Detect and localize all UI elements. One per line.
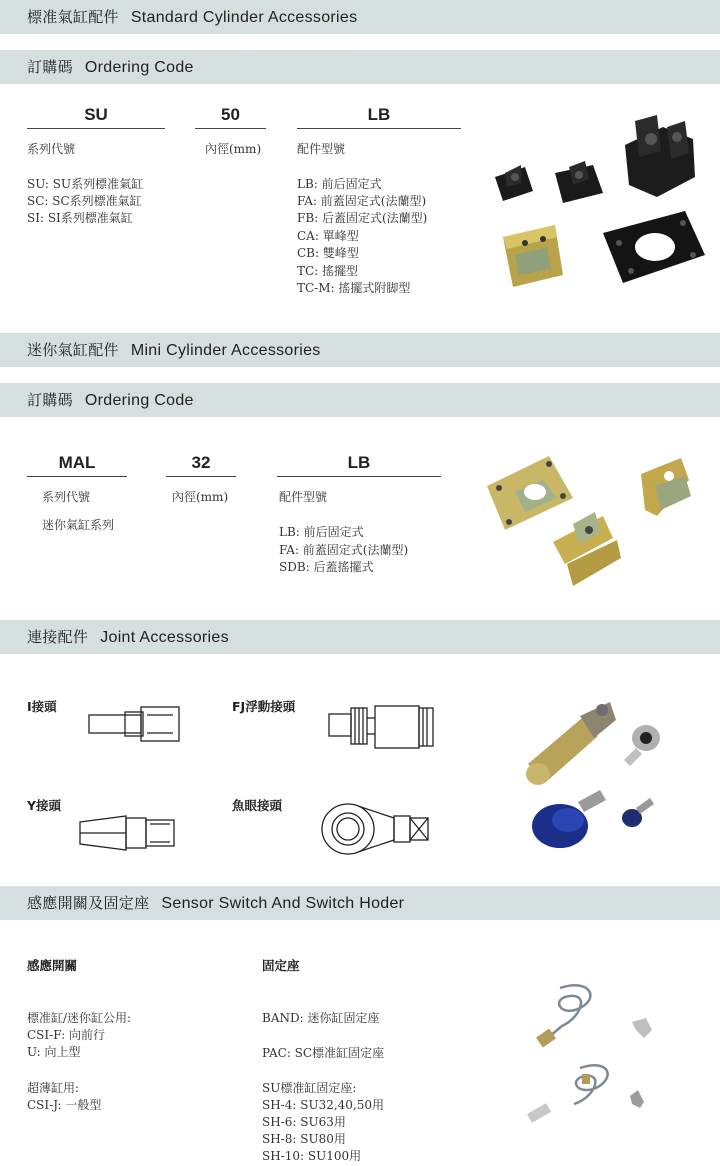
mini-accessories-photo xyxy=(485,452,710,592)
ordering-header-1 xyxy=(0,50,720,84)
list-item: CA: 單峰型 xyxy=(297,229,359,243)
code-underline xyxy=(195,128,266,129)
sensor-switch-photo xyxy=(520,978,670,1133)
ordering-title-zh: 訂購碼 xyxy=(27,58,73,76)
list-item: TC-M: 搖擺式附脚型 xyxy=(297,281,411,295)
list-item: 標准缸/迷你缸公用: xyxy=(27,1011,132,1025)
list-item: FA: 前蓋固定式(法蘭型) xyxy=(279,543,409,557)
joint-accessories-photo xyxy=(520,698,695,858)
code-underline xyxy=(166,476,236,477)
list-item: LB: 前后固定式 xyxy=(279,525,364,539)
code-underline xyxy=(27,476,127,477)
section-title-en: Standard Cylinder Accessories xyxy=(130,9,358,26)
code-series: SU xyxy=(84,105,108,124)
section-title-zh: 感應開關及固定座 xyxy=(27,894,150,912)
list-item: PAC: SC標准缸固定座 xyxy=(262,1046,385,1060)
ordering-title-en: Ordering Code xyxy=(84,392,194,409)
code-type: LB xyxy=(347,453,371,472)
list-item: LB: 前后固定式 xyxy=(297,177,382,191)
ordering-header-2 xyxy=(0,383,720,417)
joint-i-label: I接頭 xyxy=(27,699,57,714)
list-item: SH-6: SU63用 xyxy=(262,1115,346,1129)
fisheye-joint-drawing xyxy=(318,800,436,858)
list-item: FA: 前蓋固定式(法蘭型) xyxy=(297,194,427,208)
list-item: BAND: 迷你缸固定座 xyxy=(262,1011,380,1025)
label-type: 配件型號 xyxy=(297,142,346,156)
joint-fj-label: FJ浮動接頭 xyxy=(232,699,296,714)
section-header-joint xyxy=(0,620,720,654)
holder-column-title: 固定座 xyxy=(262,958,300,973)
section-title-zh: 標准氣缸配件 xyxy=(27,8,119,26)
code-series: MAL xyxy=(58,453,96,472)
section-title-en: Mini Cylinder Accessories xyxy=(130,342,321,359)
code-type: LB xyxy=(367,105,391,124)
label-bore: 內徑(mm) xyxy=(172,490,229,504)
code-bore: 50 xyxy=(221,105,240,124)
fj-floating-joint-drawing xyxy=(325,700,440,755)
list-item: CSI-J: 一般型 xyxy=(27,1098,102,1112)
section-title-en: Sensor Switch And Switch Hoder xyxy=(161,895,405,912)
ordering-title-zh: 訂購碼 xyxy=(27,391,73,409)
y-joint-drawing xyxy=(78,810,183,855)
list-item: SH-4: SU32,40,50用 xyxy=(262,1098,385,1112)
code-bore: 32 xyxy=(191,453,211,472)
label-bore: 內徑(mm) xyxy=(205,142,262,156)
list-item: SH-10: SU100用 xyxy=(262,1149,362,1163)
mini-series-text: 迷你氣缸系列 xyxy=(42,518,115,532)
list-item: SDB: 后蓋搖擺式 xyxy=(279,560,374,574)
list-item: CB: 雙峰型 xyxy=(297,246,359,260)
section-header-mini xyxy=(0,333,720,367)
joint-fisheye-label: 魚眼接頭 xyxy=(232,798,283,813)
code-underline xyxy=(277,476,441,477)
list-item: SU: SU系列標准氣缸 xyxy=(27,177,144,191)
code-underline xyxy=(297,128,461,129)
list-item: FB: 后蓋固定式(法蘭型) xyxy=(297,211,428,225)
list-item: SI: SI系列標准氣缸 xyxy=(27,211,133,225)
label-series: 系列代號 xyxy=(42,490,91,504)
joint-y-label: Y接頭 xyxy=(27,798,62,813)
section-title-zh: 連接配件 xyxy=(27,628,89,646)
ordering-title-en: Ordering Code xyxy=(84,59,194,76)
section-title-en: Joint Accessories xyxy=(100,629,229,646)
code-underline xyxy=(27,128,165,129)
i-joint-drawing xyxy=(85,705,185,747)
label-series: 系列代號 xyxy=(27,142,76,156)
list-item: SH-8: SU80用 xyxy=(262,1132,346,1146)
list-item: TC: 搖擺型 xyxy=(297,264,359,278)
label-type: 配件型號 xyxy=(279,490,328,504)
sensor-column-title: 感應開關 xyxy=(27,958,78,973)
list-item: U: 向上型 xyxy=(27,1045,81,1059)
standard-accessories-photo xyxy=(485,115,710,300)
list-item: SC: SC系列標准氣缸 xyxy=(27,194,142,208)
section-header-standard xyxy=(0,0,720,34)
list-item: CSI-F: 向前行 xyxy=(27,1028,105,1042)
list-item: 超薄缸用: xyxy=(27,1081,80,1095)
section-header-sensor xyxy=(0,886,720,920)
section-title-zh: 迷你氣缸配件 xyxy=(27,341,119,359)
list-item: SU標准缸固定座: xyxy=(262,1081,357,1095)
